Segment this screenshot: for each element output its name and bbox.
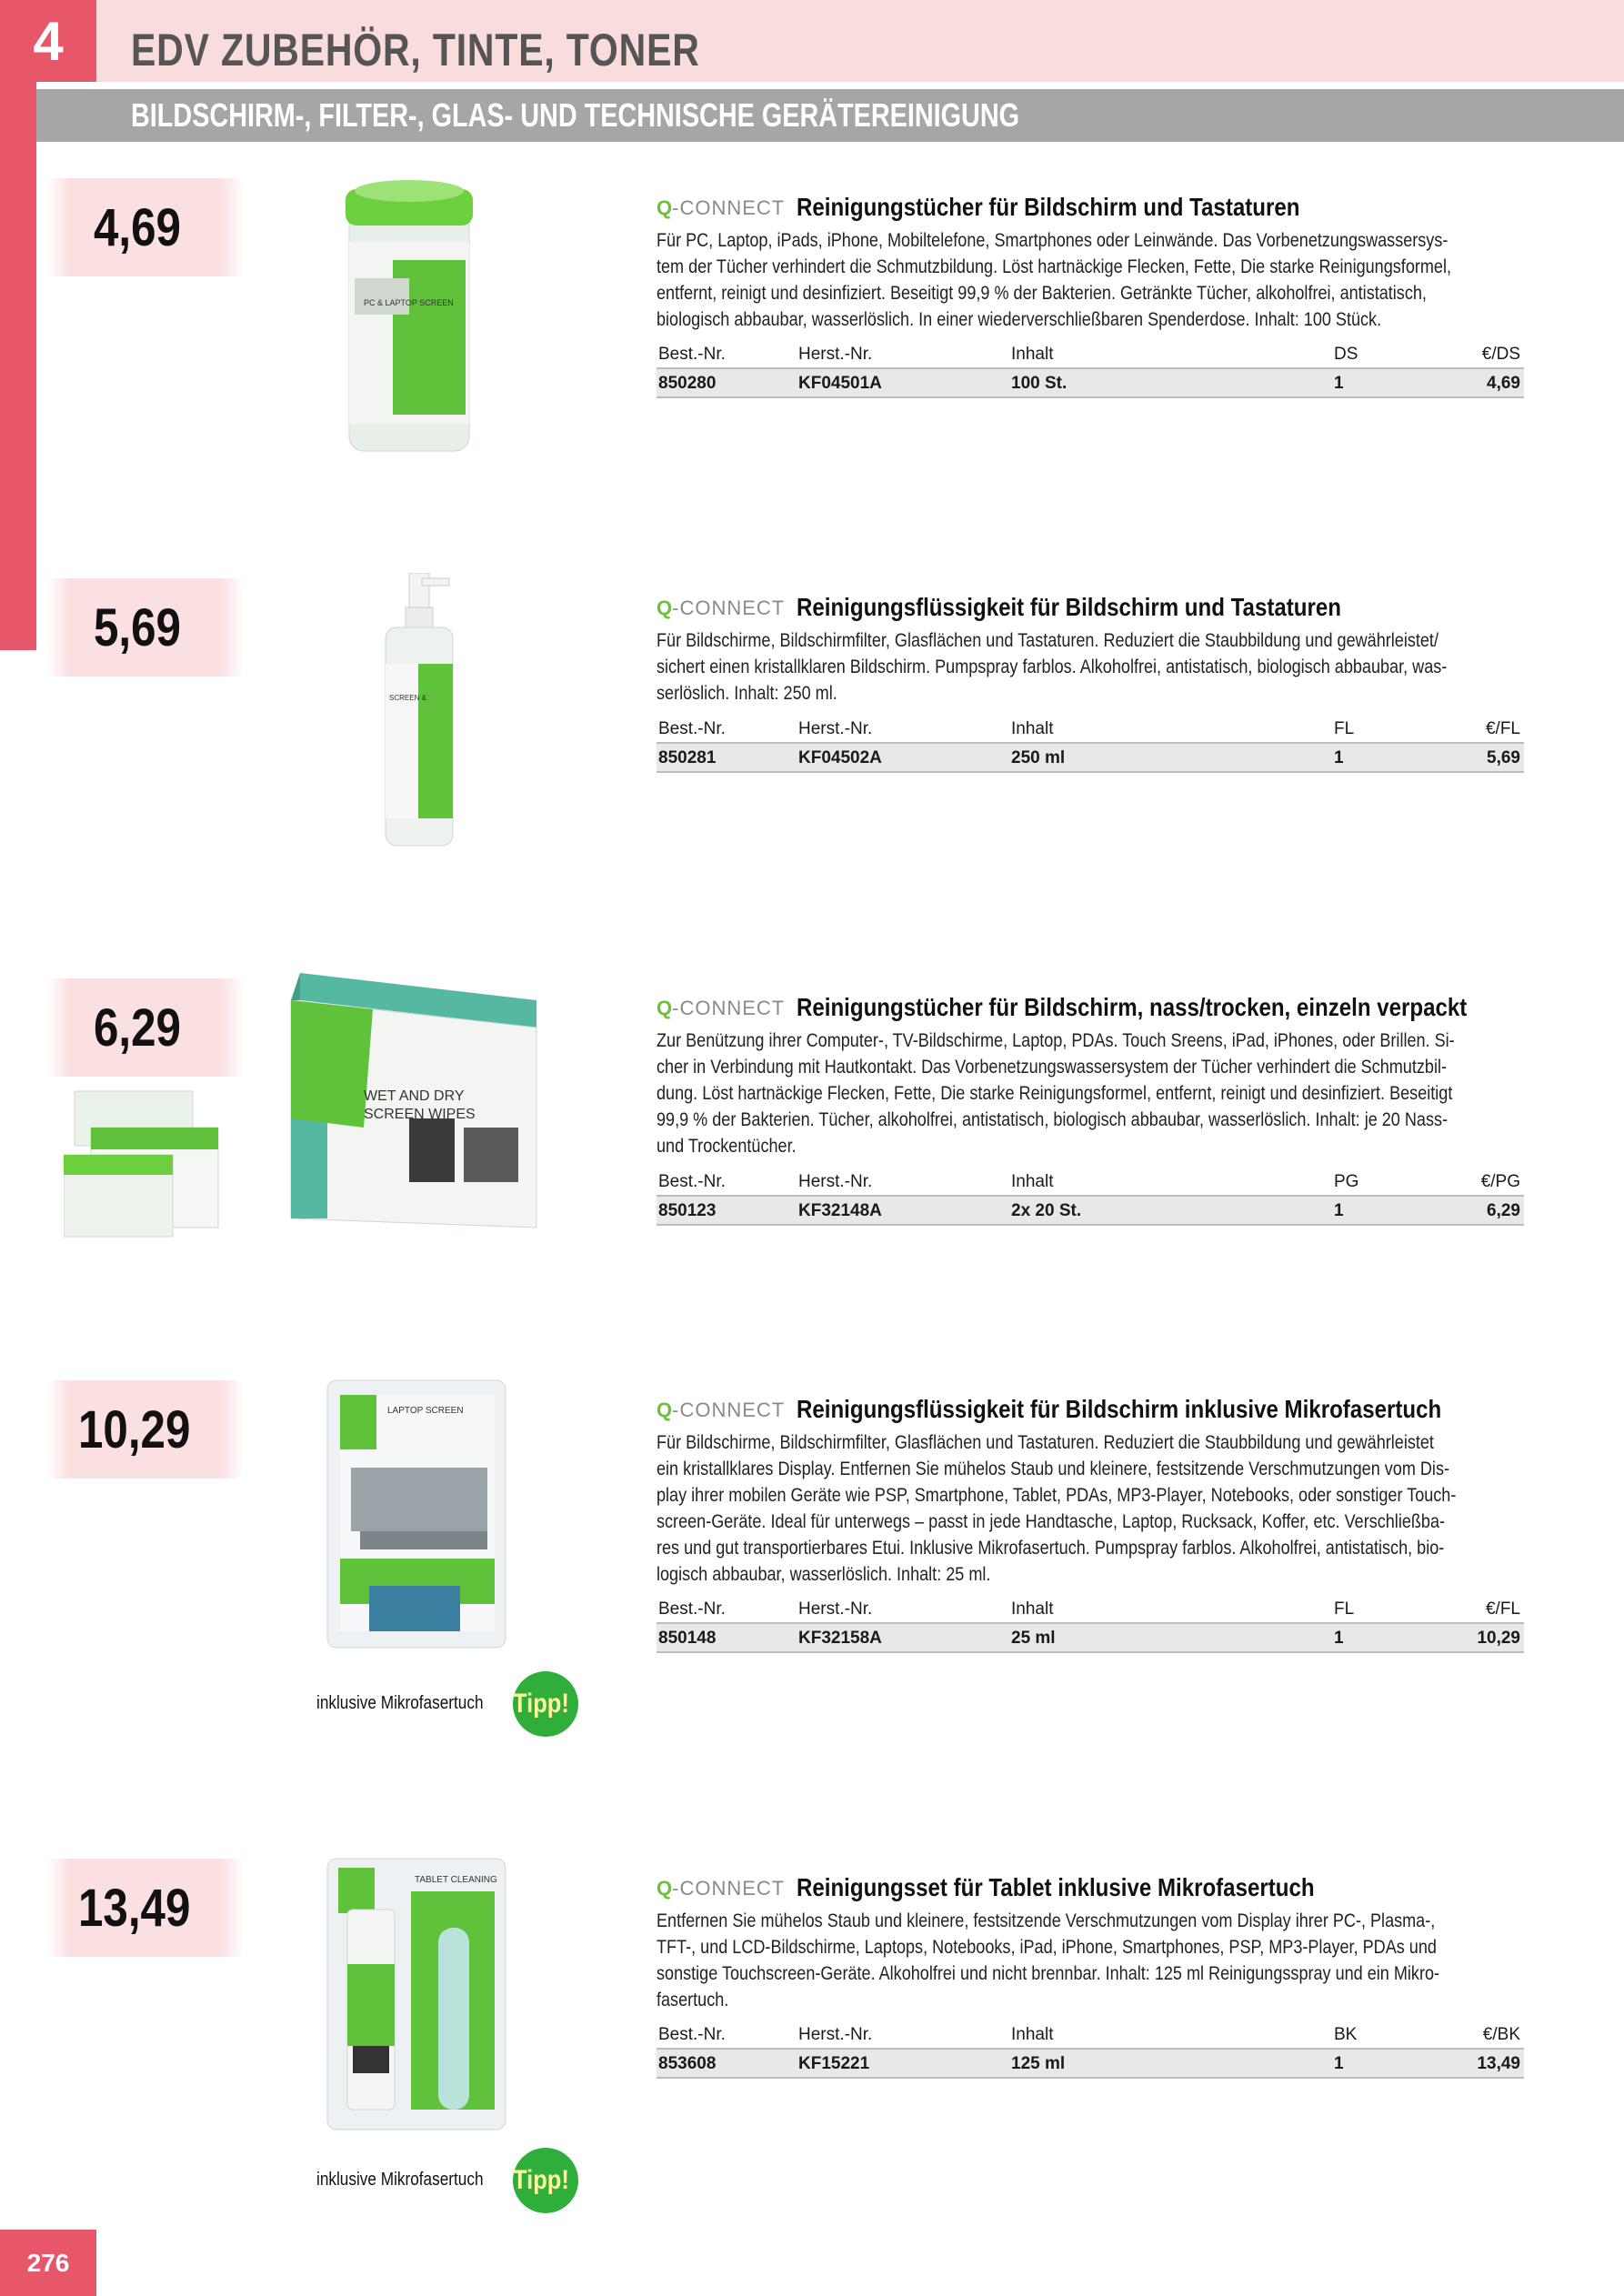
- product-title: Reinigungsflüssigkeit für Bildschirm inklusive Mikrofasertuch: [797, 1395, 1442, 1423]
- product-description: Entfernen Sie mühelos Staub und kleinere, festsitzende Verschmutzungen vom Display ihrer PC-, Plasma-, TFT-, und LCD-Bildschirme, Laptops, Notebooks, iPad, iPhone, Smartphones, PSP, MP3-Player, PDAs und sonstige Touchscreen-Geräte. Alkoholfrei und nicht brennbar. Inhalt: 125 ml Reinigungsspray und ein Mikro- fasertuch.: [657, 1910, 1440, 2010]
- tipp-badge: Tipp!: [513, 2148, 578, 2213]
- table-header: Best.-Nr. Herst.-Nr. Inhalt BK €/BK: [658, 2025, 1520, 2044]
- page-number: 276: [0, 2230, 96, 2296]
- product-description: Für PC, Laptop, iPads, iPhone, Mobiltelefone, Smartphones oder Leinwände. Das Vorbenetzungswassersys- tem der Tücher verhindert die Schmutzbildung. Löst hartnäckige Flecken, Fette, Die starke Reinigungsformel, entfernt, reinigt und desinfiziert. Beseitigt 99,9 % der Bakterien. Getränkte Tücher, alkoholfrei, antistatisch, biologisch abbaubar, wasserlöslich. In einer wiederverschließbaren Spenderdose. Inhalt: 100 Stück.: [657, 230, 1452, 330]
- svg-text:WET AND DRY: WET AND DRY: [364, 1088, 465, 1104]
- chapter-side-strip: [0, 82, 36, 650]
- price-badge: 5,69: [45, 578, 244, 677]
- svg-text:TABLET CLEANING: TABLET CLEANING: [415, 1875, 497, 1885]
- tipp-badge: Tipp!: [513, 1671, 578, 1737]
- table-row: 850280 KF04501A 100 St. 1 4,69: [657, 367, 1524, 398]
- order-table: [657, 1168, 1524, 1226]
- order-table: [657, 2020, 1524, 2079]
- chapter-title: EDV ZUBEHÖR, TINTE, TONER: [131, 25, 700, 75]
- tablet-cleaning-set-image: [324, 1855, 509, 2133]
- spray-bottle-image: [373, 573, 464, 855]
- product-description: Zur Benützung ihrer Computer-, TV-Bildschirme, Laptop, PDAs. Touch Sreens, iPad, iPhones, oder Brillen. Si- cher in Verbindung mit Hautkontakt. Das Vorbenetzungswassersystem der Tücher verhindert die Schmutzbil- dung. Löst hartnäckige Flecken, Fette, Die starke Reinigungsformel, entfernt, reinigt und desinfiziert. Beseitigt 99,9 % der Bakterien. Tücher, alkoholfrei, antistatisch, biologisch abbaubar, wasserlöslich. Inhalt: je 20 Nass- und Trockentücher.: [657, 1030, 1455, 1157]
- order-table: [657, 340, 1524, 398]
- q-connect-logo: Q-CONNECT: [657, 997, 786, 1019]
- q-connect-logo: Q-CONNECT: [657, 1877, 786, 1900]
- table-header: Best.-Nr. Herst.-Nr. Inhalt FL €/FL: [658, 719, 1520, 738]
- q-connect-logo: Q-CONNECT: [657, 1399, 786, 1421]
- svg-text:SCREEN WIPES: SCREEN WIPES: [364, 1107, 476, 1122]
- section-title: BILDSCHIRM-, FILTER-, GLAS- UND TECHNISCHE GERÄTEREINIGUNG: [131, 96, 1020, 134]
- tipp-note: inklusive Mikrofasertuch: [316, 2170, 484, 2190]
- wet-dry-wipes-box-image: [64, 973, 555, 1255]
- product-title: Reinigungstücher für Bildschirm und Tastaturen: [797, 193, 1300, 221]
- svg-text:SCREEN &: SCREEN &: [389, 694, 426, 702]
- price-badge: 4,69: [45, 178, 244, 276]
- svg-text:LAPTOP SCREEN: LAPTOP SCREEN: [387, 1406, 464, 1416]
- product-title: Reinigungsflüssigkeit für Bildschirm und Tastaturen: [797, 593, 1341, 621]
- q-connect-logo: Q-CONNECT: [657, 196, 786, 219]
- table-header: Best.-Nr. Herst.-Nr. Inhalt PG €/PG: [658, 1172, 1520, 1191]
- product-title: Reinigungsset für Tablet inklusive Mikrofasertuch: [797, 1873, 1315, 1901]
- product-description: Für Bildschirme, Bildschirmfilter, Glasflächen und Tastaturen. Reduziert die Staubbildung und gewährleistet ein kristallklares Display. Entfernen Sie mühelos Staub und kleinere, festsitzende Verschmutzungen vom Dis- play ihrer mobilen Geräte wie PSP, Smartphone, Tablet, PDAs, MP3-Player, Notebooks, oder sonstiger Touch- screen-Geräte. Ideal für unterwegs – passt in jede Handtasche, Laptop, Rucksack, Koffer, etc. Verschließba- res und gut transportierbares Etui. Inklusive Mikrofasertuch. Pumpspray farblos. Alkoholfrei, antistatisch, bio- logisch abbaubar, wasserlöslich. Inhalt: 25 ml.: [657, 1432, 1457, 1585]
- price-badge: 13,49: [45, 1859, 244, 1957]
- svg-text:PC & LAPTOP SCREEN: PC & LAPTOP SCREEN: [364, 298, 454, 307]
- order-table: [657, 1595, 1524, 1653]
- table-row: 850148 KF32158A 25 ml 1 10,29: [657, 1622, 1524, 1653]
- laptop-cleaning-set-image: [324, 1377, 509, 1651]
- price-badge: 6,29: [45, 978, 244, 1077]
- table-row: 850123 KF32148A 2x 20 St. 1 6,29: [657, 1195, 1524, 1226]
- price-badge: 10,29: [45, 1380, 244, 1479]
- table-row: 850281 KF04502A 250 ml 1 5,69: [657, 742, 1524, 773]
- table-header: Best.-Nr. Herst.-Nr. Inhalt FL €/FL: [658, 1599, 1520, 1619]
- cleaning-wipes-tub-image: [336, 169, 482, 460]
- q-connect-logo: Q-CONNECT: [657, 597, 786, 619]
- tipp-note: inklusive Mikrofasertuch: [316, 1693, 484, 1713]
- chapter-number: 4: [33, 10, 64, 72]
- product-description: Für Bildschirme, Bildschirmfilter, Glasflächen und Tastaturen. Reduziert die Staubbildung und gewährleistet/ sichert einen kristallklaren Bildschirm. Pumpspray farblos. Alkoholfrei, antistatisch, biologisch abbaubar, was- serlöslich. Inhalt: 250 ml.: [657, 630, 1448, 704]
- table-header: Best.-Nr. Herst.-Nr. Inhalt DS €/DS: [658, 345, 1520, 364]
- table-row: 853608 KF15221 125 ml 1 13,49: [657, 2048, 1524, 2079]
- chapter-tab: [0, 0, 96, 82]
- order-table: [657, 715, 1524, 773]
- product-title: Reinigungstücher für Bildschirm, nass/trocken, einzeln verpackt: [797, 993, 1468, 1021]
